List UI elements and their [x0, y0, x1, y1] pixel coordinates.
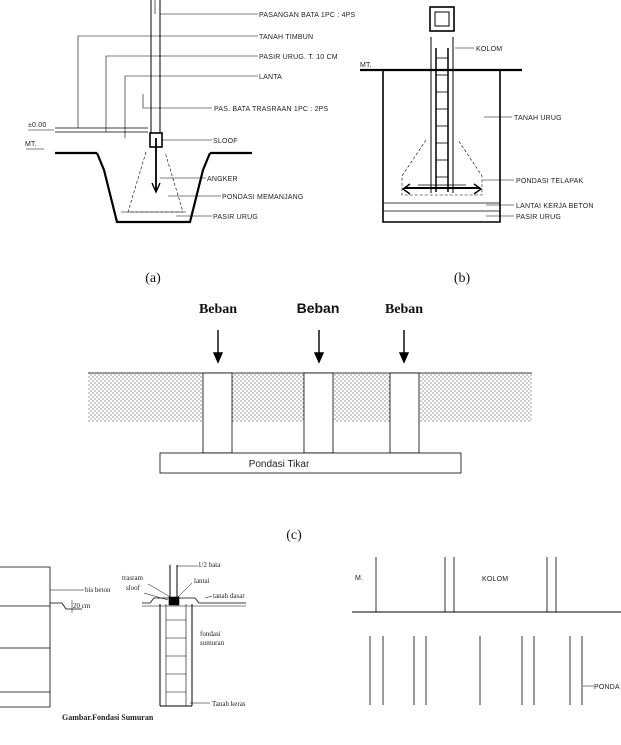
label-angker: ANGKER: [207, 176, 238, 183]
label-sloof-d: sloof: [126, 584, 140, 592]
column-3: [390, 373, 419, 453]
label-tanah-timbun: TANAH TIMBUN: [259, 34, 314, 41]
label-lantai-kerja: LANTAI KERJA BETON: [516, 203, 594, 210]
panel-b-footplate-foundation: [360, 7, 522, 222]
label-tanah-keras: Tanah keras: [212, 700, 246, 708]
label-tanah-urug: TANAH URUG: [514, 115, 562, 122]
load-label-3: Beban: [384, 302, 424, 317]
caption-c: (c): [286, 528, 302, 543]
label-half-brick: 1/2 bata: [198, 561, 221, 569]
label-tanah-dasar: tanah dasar: [213, 592, 245, 600]
label-gambar-fondasi-sumuran: Gambar.Fondasi Sumuran: [62, 713, 154, 722]
load-label-2: Beban: [296, 300, 340, 316]
panel-a-labels: [25, 12, 356, 286]
label-sloof: SLOOF: [213, 138, 238, 145]
label-pondasi-memanjang: PONDASI MEMANJANG: [222, 194, 304, 201]
label-trasram: trasram: [122, 574, 143, 582]
label-pondasi-telapak: PONDASI TELAPAK: [516, 178, 584, 185]
label-pondasi-e: PONDA: [594, 684, 620, 691]
load-label-1: Beban: [198, 302, 238, 317]
caption-a: (a): [145, 271, 161, 286]
label-lantai: LANTA: [259, 74, 283, 81]
label-dim-20cm: 20 cm: [73, 602, 91, 610]
label-mt-b: MT.: [360, 62, 372, 69]
label-mt-a: MT.: [25, 141, 37, 148]
column-1: [203, 373, 232, 453]
label-pasir-urug-b: PASIR URUG: [516, 214, 562, 221]
panel-b-labels: [360, 46, 594, 286]
label-kolom-e: KOLOM: [482, 576, 509, 583]
caption-b: (b): [453, 271, 471, 286]
label-sumuran: sumuran: [200, 639, 225, 647]
panel-c-mat-foundation: [88, 300, 532, 543]
panel-d-labels: [62, 561, 246, 722]
label-pasir-urug-a: PASIR URUG: [213, 214, 259, 221]
label-kolom-b: KOLOM: [476, 46, 503, 53]
label-lantai-d: lantai: [194, 577, 210, 585]
label-mt-e: M.: [355, 575, 364, 582]
label-pasangan-bata: PASANGAN BATA 1PC : 4PS: [259, 12, 356, 19]
label-bis-beton: bis beton: [85, 586, 111, 594]
label-fondasi: fondasi: [200, 630, 221, 638]
mat-foundation-label: Pondasi Tikar: [248, 459, 310, 470]
column-2: [304, 373, 333, 453]
label-level-zero: ±0.00: [28, 122, 47, 129]
label-pasir-urug-10: PASIR URUG. T. 10 CM: [259, 54, 338, 61]
label-pas-bata-trasraam: PAS. BATA TRASRAAN 1PC : 2PS: [214, 106, 329, 113]
panel-e-labels: [355, 575, 620, 691]
mat-slab: [160, 453, 461, 473]
